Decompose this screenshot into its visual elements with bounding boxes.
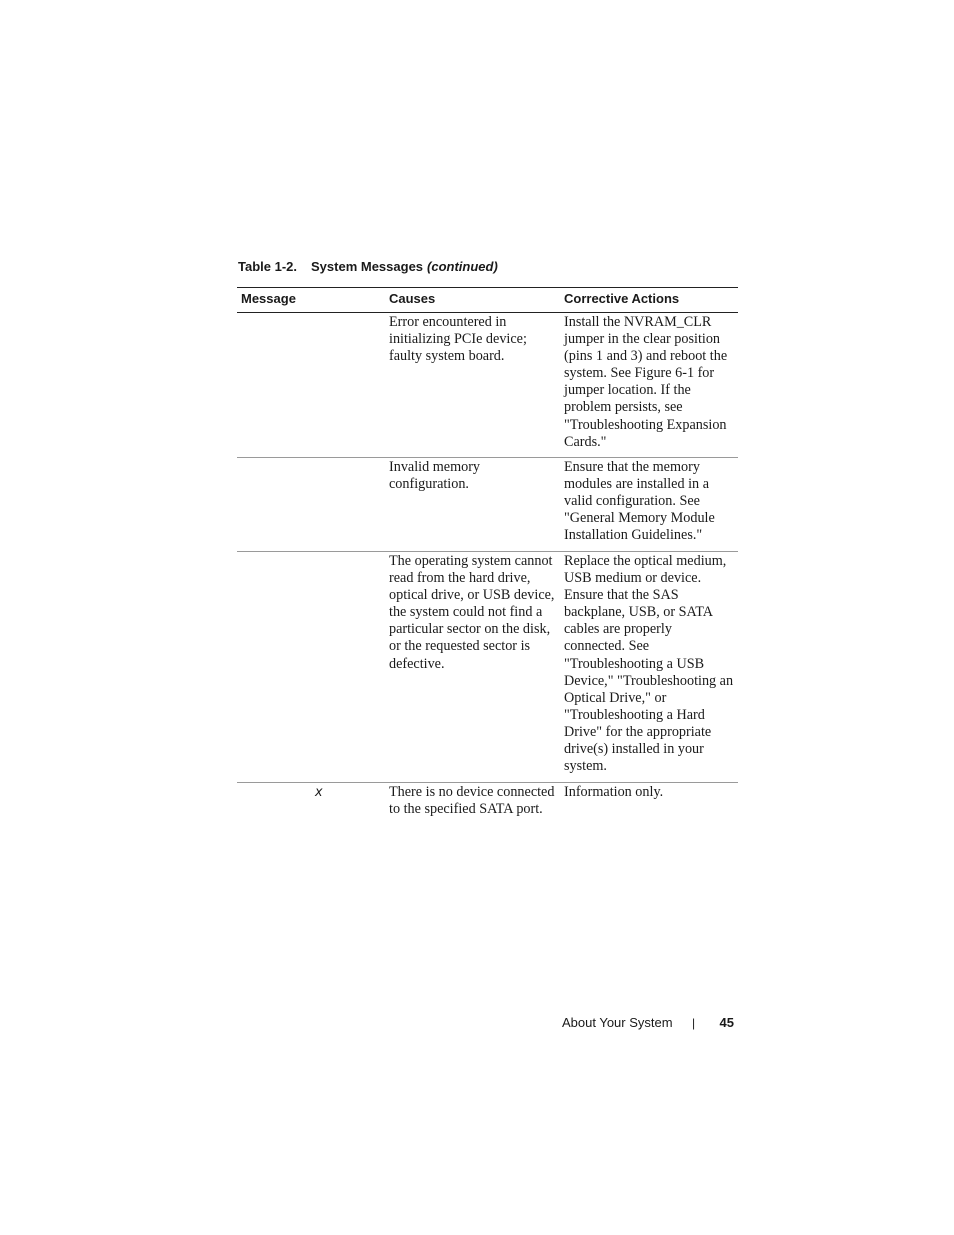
- table-row: [237, 458, 738, 552]
- actions-cell: Ensure that the memory modules are installed in a valid configuration. See "General Memory Module Installation Guidelines.": [564, 459, 715, 544]
- header-causes: Causes: [389, 291, 436, 306]
- message-cell: [237, 314, 386, 457]
- table-caption: [238, 259, 498, 274]
- continued-label: (continued): [427, 259, 498, 274]
- actions-cell: Replace the optical medium, USB medium or device. Ensure that the SAS backplane, USB, or SATA cables are properly connected. See "Troubleshooting a USB Device," "Troubleshooting an Optical Drive," or "Troubleshooting a Hard Drive" for the appropriate drive(s) installed in your system.: [564, 553, 734, 775]
- table-number: Table 1-2.: [238, 259, 298, 274]
- system-messages-table: [237, 287, 738, 833]
- causes-cell: Invalid memory configuration.: [389, 459, 481, 493]
- page-number: 45: [719, 1015, 734, 1030]
- table-header-row: [237, 288, 738, 313]
- header-corrective-actions: Corrective Actions: [564, 291, 680, 306]
- message-cell: [237, 553, 386, 782]
- causes-cell: Error encountered in initializing PCIe device; faulty system board.: [389, 314, 527, 365]
- actions-cell: Install the NVRAM_CLR jumper in the clear position (pins 1 and 3) and reboot the system. See Figure 6-1 for jumper location. If the problem persists, see "Troubleshooting Expansion Cards.": [564, 314, 728, 450]
- causes-cell: The operating system cannot read from the hard drive, optical drive, or USB device, the system could not find a particular sector on the disk, or the requested sector is defective.: [389, 553, 555, 672]
- message-cell: x: [315, 785, 323, 800]
- header-message: Message: [241, 291, 296, 306]
- table-title: System Messages: [311, 259, 424, 274]
- table-row: [237, 783, 738, 833]
- footer-section-title: About Your System: [562, 1015, 673, 1030]
- actions-cell: Information only.: [564, 784, 664, 800]
- table-row: [237, 313, 738, 458]
- message-cell: [237, 459, 386, 551]
- causes-cell: There is no device connected to the specified SATA port.: [389, 784, 555, 818]
- table-row: [237, 552, 738, 783]
- footer-separator: |: [692, 1016, 696, 1030]
